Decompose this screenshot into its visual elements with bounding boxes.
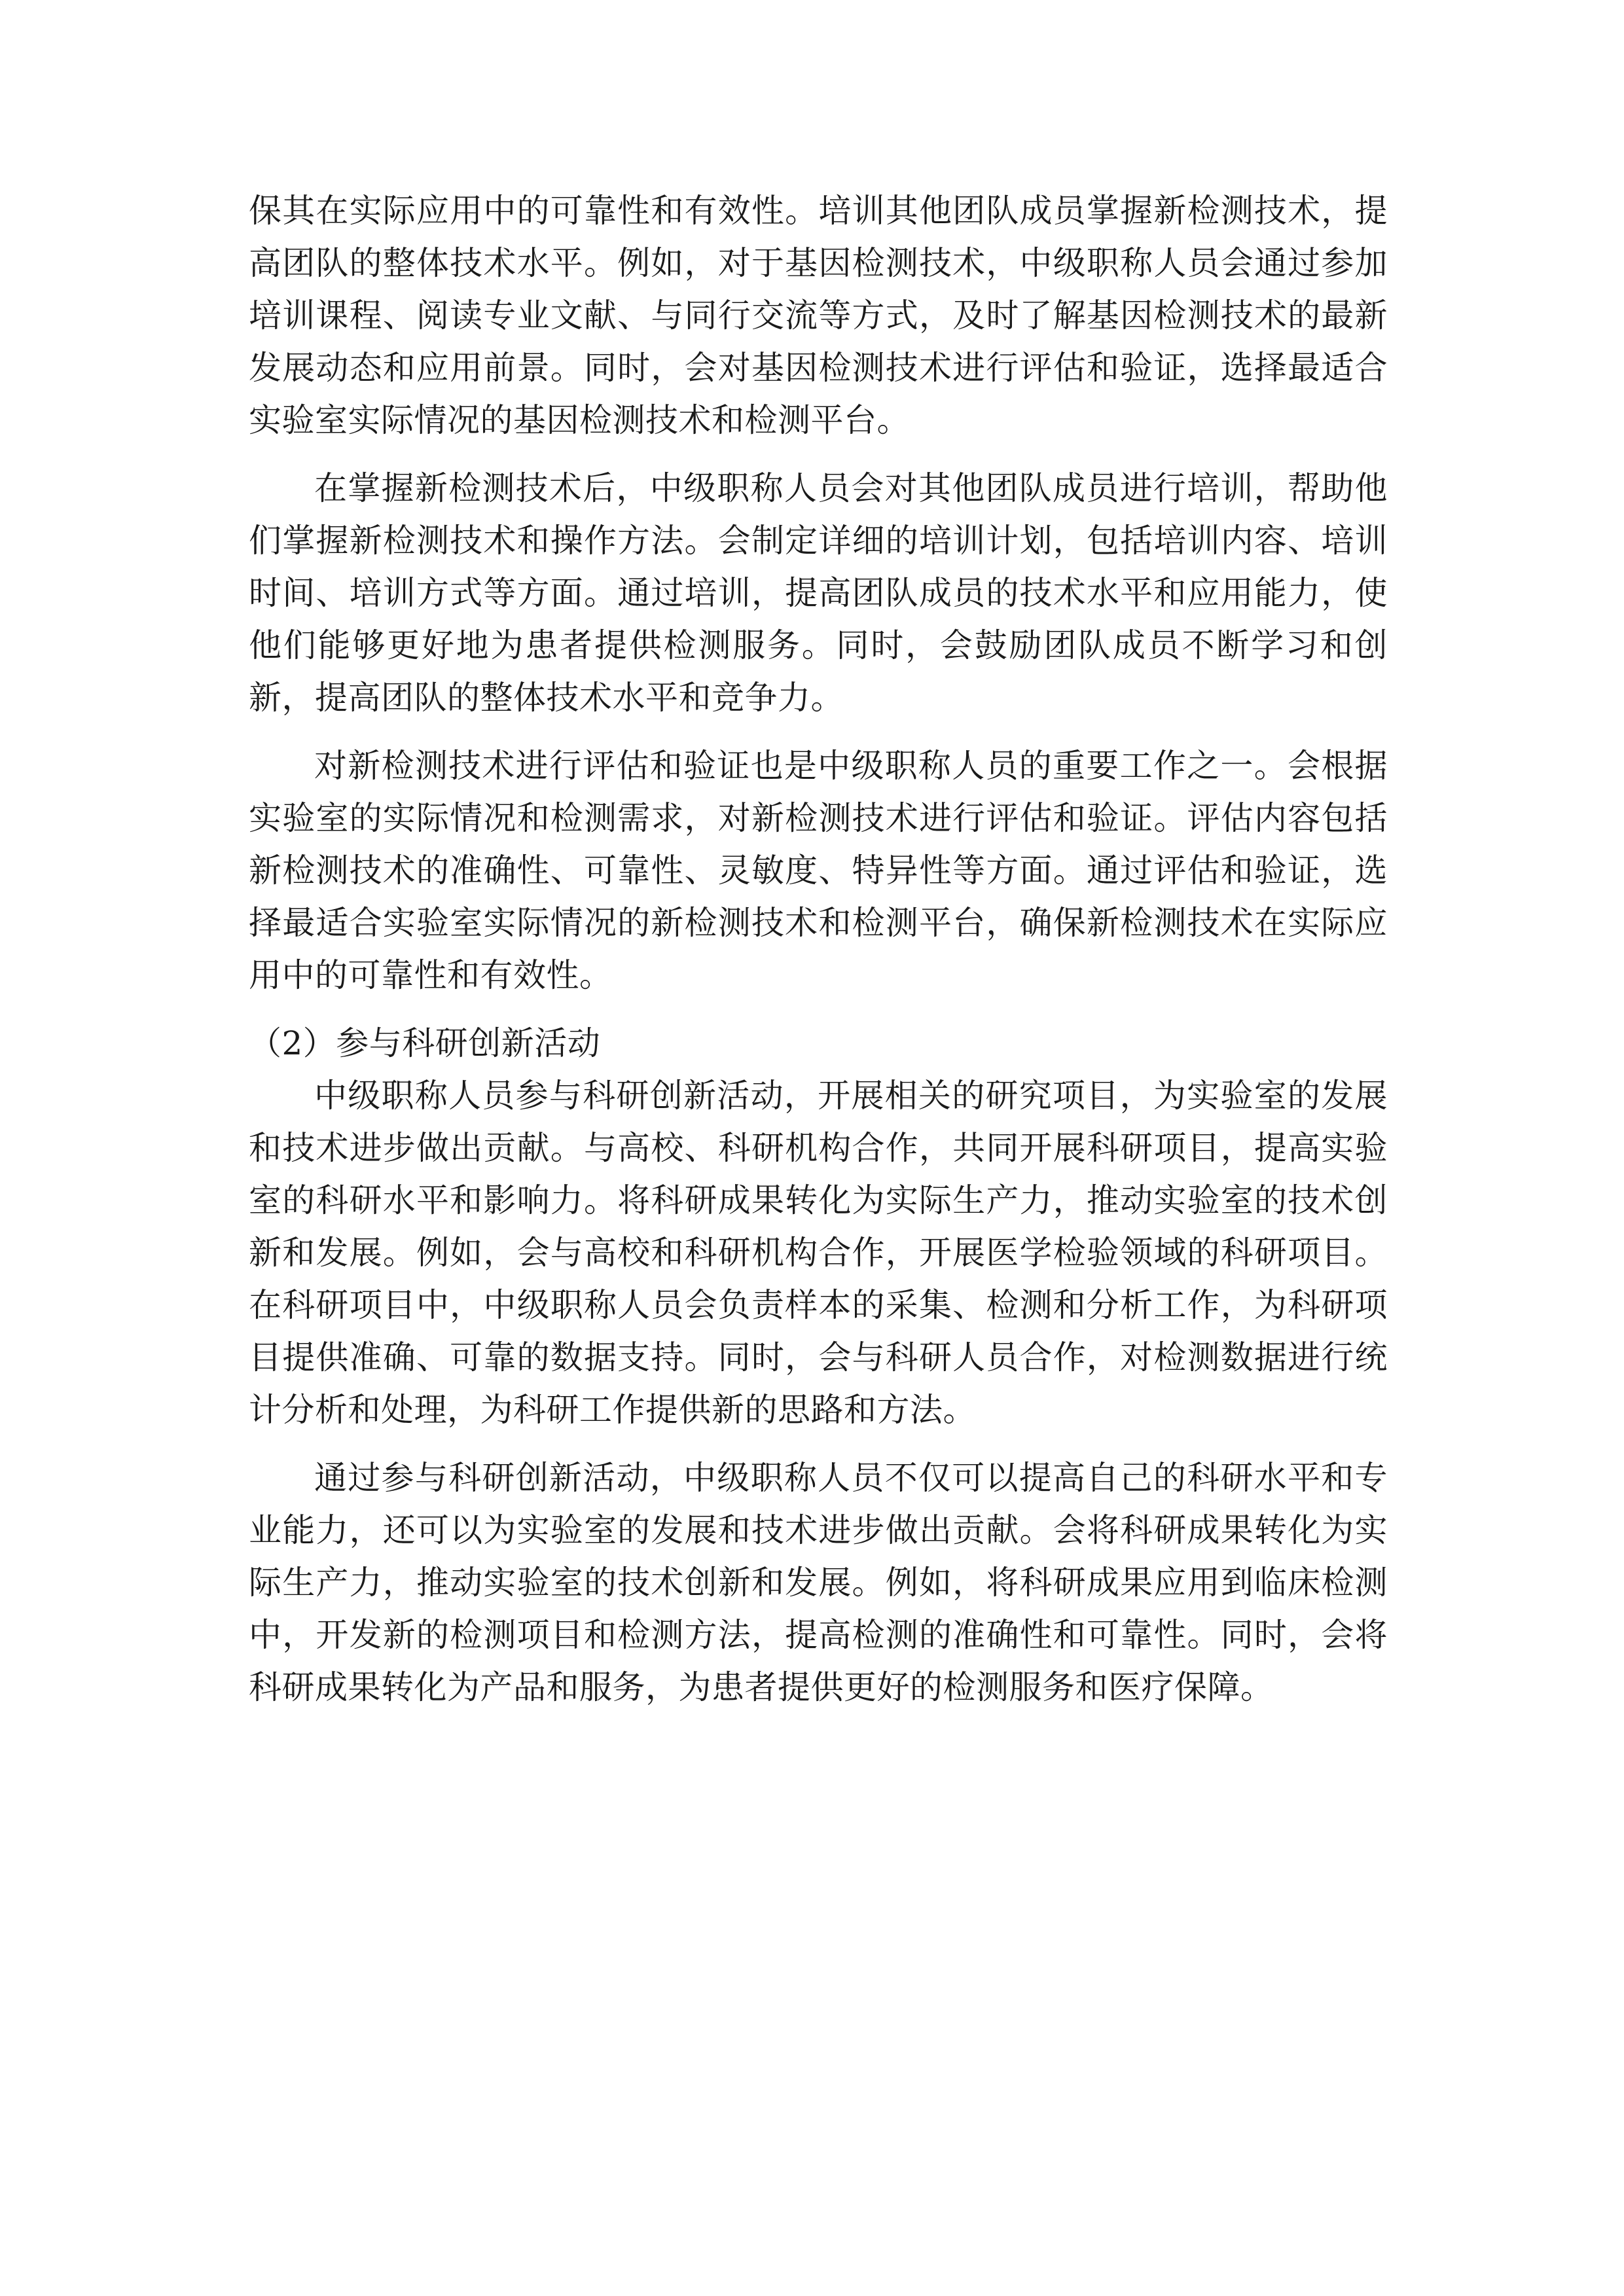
section-heading: （2）参与科研创新活动 bbox=[249, 1024, 601, 1062]
body-paragraph: 保其在实际应用中的可靠性和有效性。培训其他团队成员掌握新检测技术，提高团队的整体技术水平。例如，对于基因检测技术，中级职称人员会通过参加培训课程、阅读专业文献、与同行交流等方式，及时了解基因检测技术的最新发展动态和应用前景。同时，会对基因检测技术进行评估和验证，选择最适合实验室实际情况的基因检测技术和检测平台。 bbox=[249, 192, 1388, 439]
body-paragraph: 中级职称人员参与科研创新活动，开展相关的研究项目，为实验室的发展和技术进步做出贡献。与高校、科研机构合作，共同开展科研项目，提高实验室的科研水平和影响力。将科研成果转化为实际生产力，推动实验室的技术创新和发展。例如，会与高校和科研机构合作，开展医学检验领域的科研项目。在科研项目中，中级职称人员会负责样本的采集、检测和分析工作，为科研项目提供准确、可靠的数据支持。同时，会与科研人员合作，对检测数据进行统计分析和处理，为科研工作提供新的思路和方法。 bbox=[249, 1077, 1388, 1429]
body-paragraph: 在掌握新检测技术后，中级职称人员会对其他团队成员进行培训，帮助他们掌握新检测技术和操作方法。会制定详细的培训计划，包括培训内容、培训时间、培训方式等方面。通过培训，提高团队成员的技术水平和应用能力，使他们能够更好地为患者提供检测服务。同时，会鼓励团队成员不断学习和创新，提高团队的整体技术水平和竞争力。 bbox=[249, 469, 1388, 717]
body-paragraph: 对新检测技术进行评估和验证也是中级职称人员的重要工作之一。会根据实验室的实际情况和检测需求，对新检测技术进行评估和验证。评估内容包括新检测技术的准确性、可靠性、灵敏度、特异性等方面。通过评估和验证，选择最适合实验室实际情况的新检测技术和检测平台，确保新检测技术在实际应用中的可靠性和有效性。 bbox=[249, 747, 1388, 994]
body-paragraph: 通过参与科研创新活动，中级职称人员不仅可以提高自己的科研水平和专业能力，还可以为实验室的发展和技术进步做出贡献。会将科研成果转化为实际生产力，推动实验室的技术创新和发展。例如，将科研成果应用到临床检测中，开发新的检测项目和检测方法，提高检测的准确性和可靠性。同时，会将科研成果转化为产品和服务，为患者提供更好的检测服务和医疗保障。 bbox=[249, 1459, 1388, 1706]
document-page bbox=[249, 185, 1388, 2148]
